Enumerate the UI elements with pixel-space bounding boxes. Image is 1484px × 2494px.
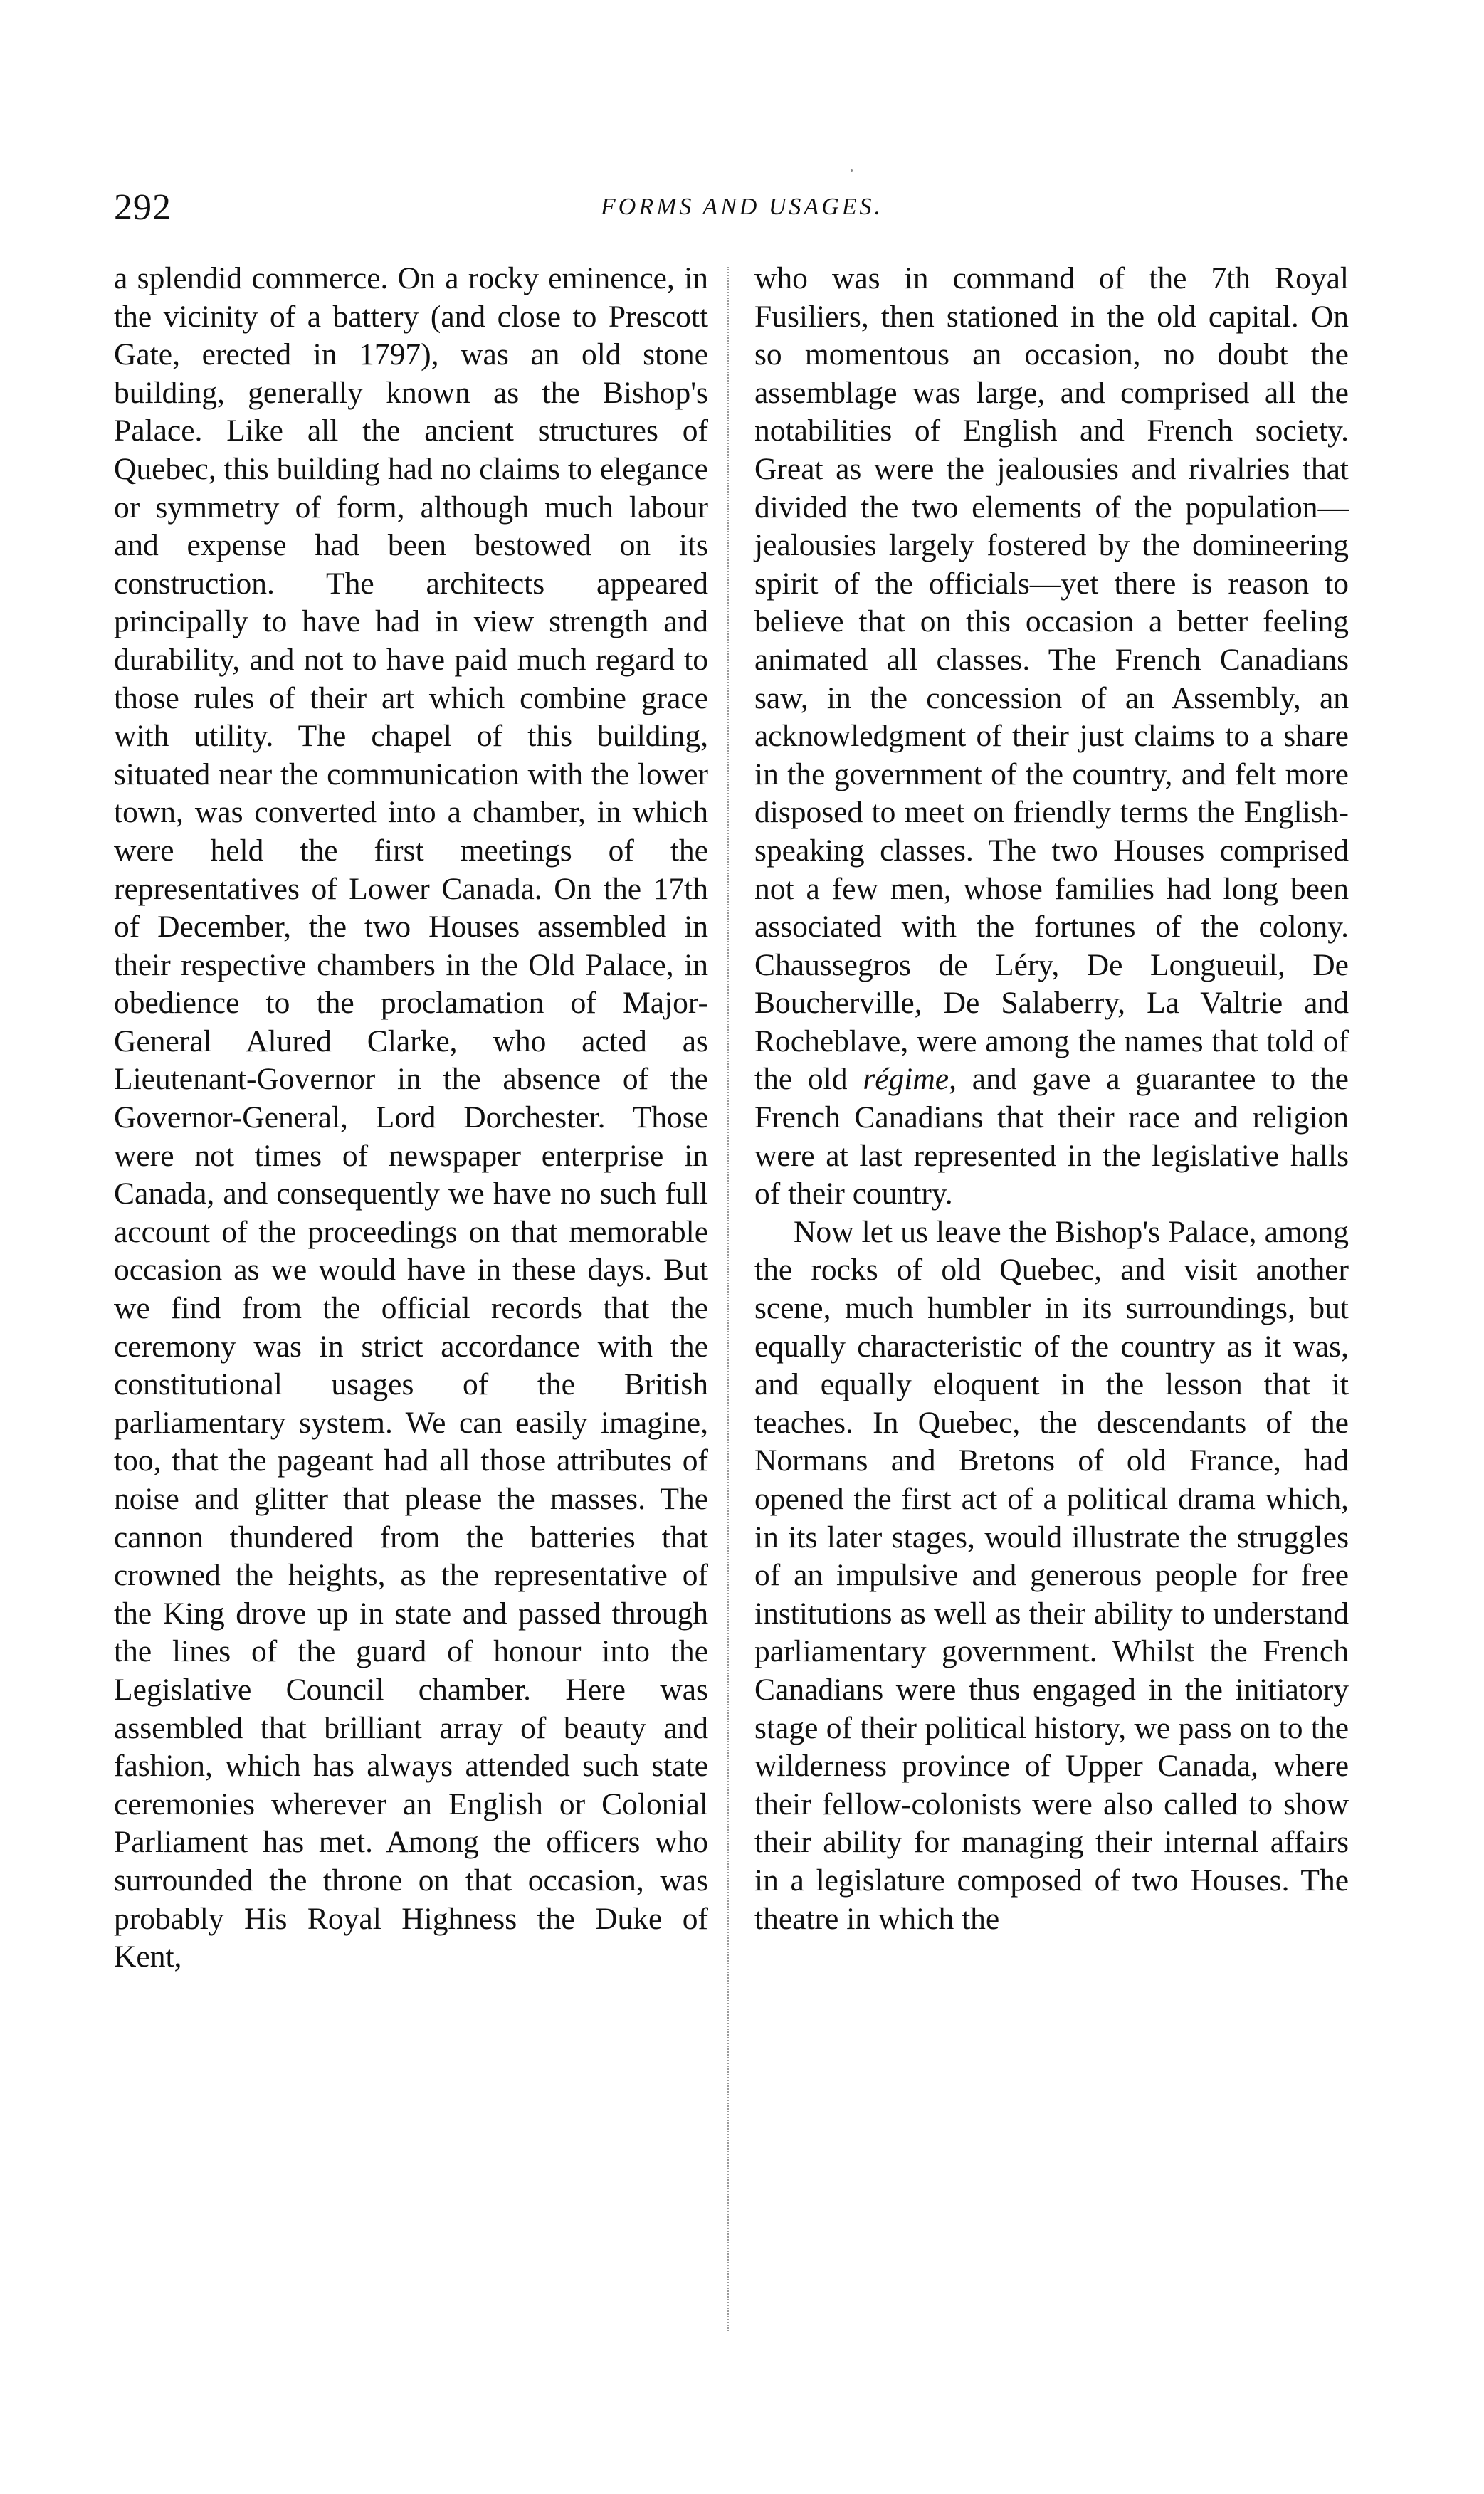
right-paragraph-1-text-a: who was in command of the 7th Royal Fusiliers, then stationed in the old capital. On so momentous an occasion, no doubt the assemblage was large, and comprised all the notabilities of English and French society. Great as were the jealousies and rivalries that divided the two elements of the population—jealousies largely fostered by the domineering spirit of the officials—yet there is reason to believe that on this occasion a better feeling animated all classes. The French Canadians saw, in the concession of an Assembly, an acknowledgment of their just claims to a share in the government of the country, and felt more disposed to meet on friendly terms the English-speaking classes. The two Houses comprised not a few men, whose families had long been associated with the fortunes of the colony. Chaussegros de Léry, De Longueuil, De Boucherville, De Salaberry, La Valtrie and Rocheblave, were among the names that told of the old	[754, 261, 1349, 1097]
right-paragraph-1-text-b: , and gave a guarantee to the French Canadians that their race and religion were at last represented in the legislative halls of their country.	[754, 1062, 1349, 1211]
italic-regime: régime	[863, 1062, 949, 1097]
right-paragraph-1	[754, 260, 1349, 1214]
column-divider	[727, 267, 729, 2331]
left-paragraph: a splendid commerce. On a rocky eminence, in the vicinity of a battery (and close to Prescott Gate, erected in 1797), was an old stone building, generally known as the Bishop's Palace. Like all the ancient structures of Quebec, this building had no claims to elegance or symmetry of form, although much labour and expense had been bestowed on its construction. The architects appeared principally to have had in view strength and durability, and not to have paid much regard to those rules of their art which combine grace with utility. The chapel of this building, situated near the communication with the lower town, was converted into a chamber, in which were held the first meetings of the representatives of Lower Canada. On the 17th of December, the two Houses assembled in their respective chambers in the Old Palace, in obedience to the proclamation of Major-General Alured Clarke, who acted as Lieutenant-Governor in the absence of the Governor-General, Lord Dorchester. Those were not times of newspaper enterprise in Canada, and consequently we have no such full account of the proceedings on that memorable occasion as we would have in these days. But we find from the official records that the ceremony was in strict accordance with the constitutional usages of the British parliamentary system. We can easily imagine, too, that the pageant had all those attributes of noise and glitter that please the masses. The cannon thundered from the batteries that crowned the heights, as the representative of the King drove up in state and passed through the lines of the guard of honour into the Legislative Council chamber. Here was assembled that brilliant array of beauty and fashion, which has always attended such state ceremonies wherever an English or Colonial Parliament has met. Among the officers who surrounded the throne on that occasion, was probably His Royal Highness the Duke of Kent,	[114, 261, 708, 1974]
print-speck	[851, 169, 853, 172]
page-number: 292	[114, 187, 172, 228]
right-column	[754, 260, 1349, 1938]
left-column	[114, 260, 708, 1977]
right-paragraph-2: Now let us leave the Bishop's Palace, among the rocks of old Quebec, and visit another scene, much humbler in its surroundings, but equally characteristic of the country as it was, and equally eloquent in the lesson that it teaches. In Quebec, the descendants of the Normans and Bretons of old France, had opened the first act of a political drama which, in its later stages, would illustrate the struggles of an impulsive and generous people for free institutions as well as their ability to understand parliamentary government. Whilst the French Canadians were thus engaged in the initiatory stage of their political history, we pass on to the wilderness province of Upper Canada, where their fellow-colonists were also called to show their ability for managing their internal affairs in a legislature composed of two Houses. The theatre in which the	[754, 1214, 1349, 1936]
running-title: FORMS AND USAGES.	[601, 194, 883, 220]
